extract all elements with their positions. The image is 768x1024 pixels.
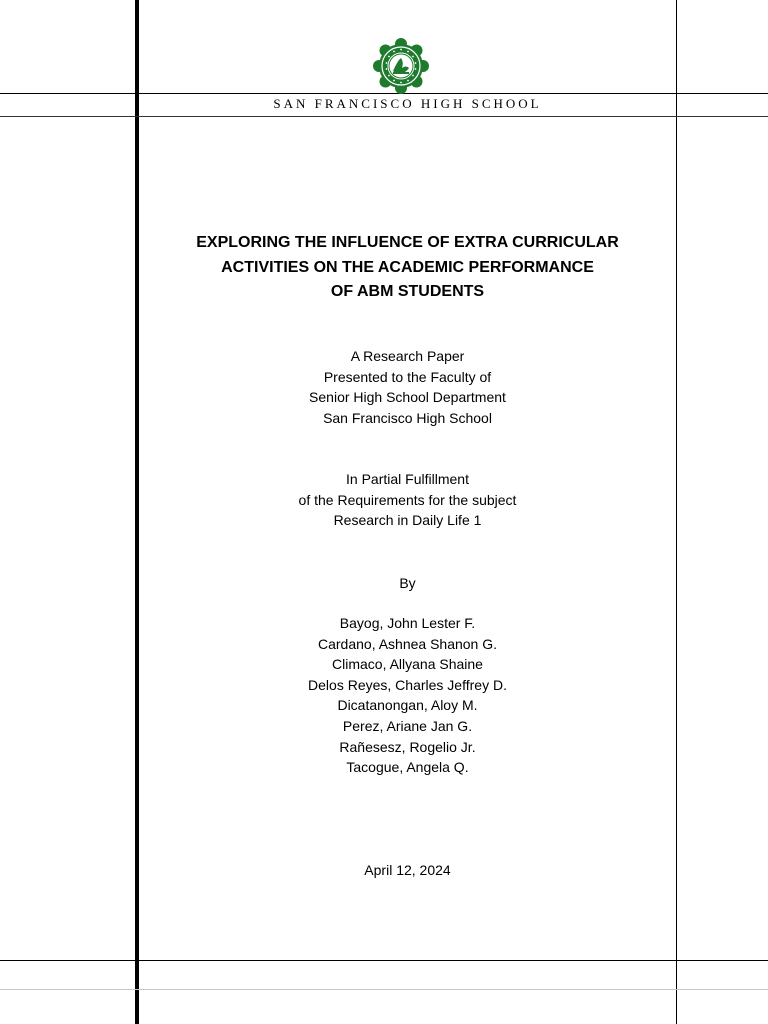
- school-seal-icon: [373, 38, 429, 94]
- title-line: ACTIVITIES ON THE ACADEMIC PERFORMANCE: [221, 258, 594, 276]
- presentation-block: [139, 346, 676, 428]
- presentation-line: A Research Paper: [350, 348, 465, 364]
- header-bottom-rule: [0, 116, 768, 117]
- fulfillment-line: In Partial Fulfillment: [346, 471, 469, 487]
- author-name: Delos Reyes, Charles Jeffrey D.: [308, 676, 507, 693]
- fulfillment-line: Research in Daily Life 1: [333, 512, 482, 529]
- title-line: OF ABM STUDENTS: [330, 283, 485, 300]
- author-name: Climaco, Allyana Shaine: [332, 656, 483, 673]
- presentation-line: Senior High School Department: [309, 389, 506, 406]
- author-list: [139, 613, 676, 778]
- author-name: Rañesesz, Rogelio Jr.: [339, 738, 476, 755]
- submission-date: April 12, 2024: [364, 862, 451, 878]
- fulfillment-block: [139, 469, 676, 531]
- author-name: Dicatanongan, Aloy M.: [337, 697, 478, 714]
- paper-title: [139, 231, 676, 305]
- author-name: Perez, Ariane Jan G.: [342, 717, 473, 734]
- author-name: Tacogue, Angela Q.: [346, 759, 469, 776]
- presentation-line: Presented to the Faculty of: [323, 368, 492, 385]
- title-line: EXPLORING THE INFLUENCE OF EXTRA CURRICULAR: [196, 234, 619, 251]
- footer-bottom-rule: [0, 989, 768, 990]
- school-name-header: SAN FRANCISCO HIGH SCHOOL: [273, 96, 542, 111]
- footer-top-rule: [0, 960, 768, 961]
- author-name: Cardano, Ashnea Shanon G.: [317, 635, 498, 652]
- by-label: By: [399, 575, 416, 591]
- author-name: Bayog, John Lester F.: [339, 615, 476, 631]
- presentation-line: San Francisco High School: [323, 409, 492, 426]
- right-margin-line: [676, 0, 677, 1024]
- fulfillment-line: of the Requirements for the subject: [298, 491, 517, 508]
